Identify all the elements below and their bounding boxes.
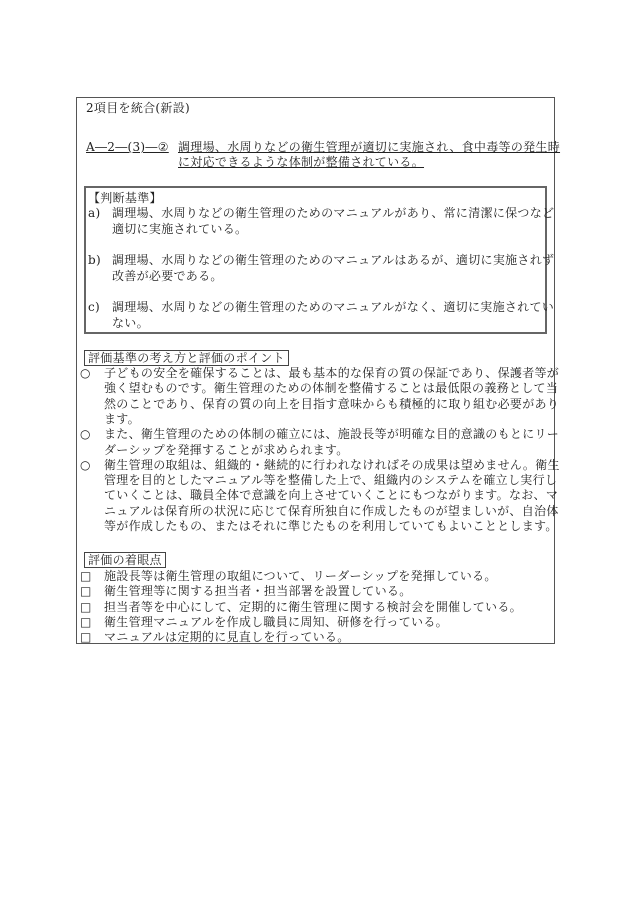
criteria-line: 改善が必要である。 <box>112 269 223 283</box>
checkbox-icon: □ <box>80 584 92 599</box>
focus-item: 衛生管理等に関する担当者・担当部署を設置している。 <box>104 584 412 599</box>
point-line: ニュアルは保育所の状況に応じて保育所独自に作成したものが望ましいが、自治体 <box>104 503 559 518</box>
point-line: 子どもの安全を確保することは、最も基本的な保育の質の保証であり、保護者等が <box>104 366 560 380</box>
circle-bullet-icon: ○ <box>80 457 91 472</box>
criteria-line: ない。 <box>112 316 149 330</box>
point-line: 衛生管理の取組は、組織的・継続的に行われなければその成果は望めません。衛生 <box>104 457 560 472</box>
point-line: また、衛生管理のための体制の確立には、施設長等が明確な目的意識のもとにリー <box>104 427 560 442</box>
circle-bullet-icon: ○ <box>80 427 91 442</box>
checkbox-icon: □ <box>80 614 92 629</box>
point-line: ダーシップを発揮することが求められます。 <box>104 442 349 457</box>
criteria-mark: c) <box>88 300 101 314</box>
point-line: 強く望むものです。衛生管理のための体制を整備することは最低限の義務として当 <box>104 381 559 396</box>
point-line: 然のことであり、保育の質の向上を目指す意味からも積極的に取り組む必要があり <box>104 396 560 411</box>
circle-bullet-icon: ○ <box>80 366 91 380</box>
item-heading-line: 調理場、水周りなどの衛生管理が適切に実施され、食中毒等の発生時 <box>178 140 561 154</box>
criteria-label: 【判断基準】 <box>88 191 162 205</box>
criteria-line: 調理場、水周りなどの衛生管理のためのマニュアルがなく、適切に実施されてい <box>112 300 555 314</box>
point-line: 管理を目的としたマニュアル等を整備した上で、組織内のシステムを確立し実行し <box>104 473 558 488</box>
criteria-mark: a) <box>88 206 101 220</box>
point-line: ます。 <box>104 411 140 426</box>
checkbox-icon: □ <box>80 630 92 645</box>
criteria-mark: b) <box>88 253 101 267</box>
document-note: 2項目を統合(新設) <box>86 101 190 115</box>
focus-section-label: 評価の着眼点 <box>84 552 166 568</box>
item-code: A―2―(3)―② <box>86 140 169 154</box>
criteria-line: 調理場、水周りなどの衛生管理のためのマニュアルはあるが、適切に実施されず <box>112 253 555 267</box>
item-heading-line: に対応できるような体制が整備されている。 <box>178 155 425 169</box>
focus-item: 担当者等を中心にして、定期的に衛生管理に関する検討会を開催している。 <box>104 599 522 614</box>
points-section-label: 評価基準の考え方と評価のポイント <box>84 350 289 366</box>
checkbox-icon: □ <box>80 599 92 614</box>
focus-item: 衛生管理マニュアルを作成し職員に周知、研修を行っている。 <box>104 614 448 629</box>
focus-item: マニュアルは定期的に見直しを行っている。 <box>104 630 350 645</box>
criteria-line: 調理場、水周りなどの衛生管理のためのマニュアルがあり、常に清潔に保つなど <box>112 206 555 220</box>
focus-item: 施設長等は衛生管理の取組について、リーダーシップを発揮している。 <box>104 569 497 583</box>
point-line: 等が作成したもの、またはそれに準じたものを利用していてもよいこととします。 <box>104 519 558 533</box>
checkbox-icon: □ <box>80 569 92 583</box>
point-line: ていくことは、職員全体で意識を向上させていくことにもつながります。なお、マ <box>104 488 559 503</box>
criteria-line: 適切に実施されている。 <box>112 222 248 236</box>
